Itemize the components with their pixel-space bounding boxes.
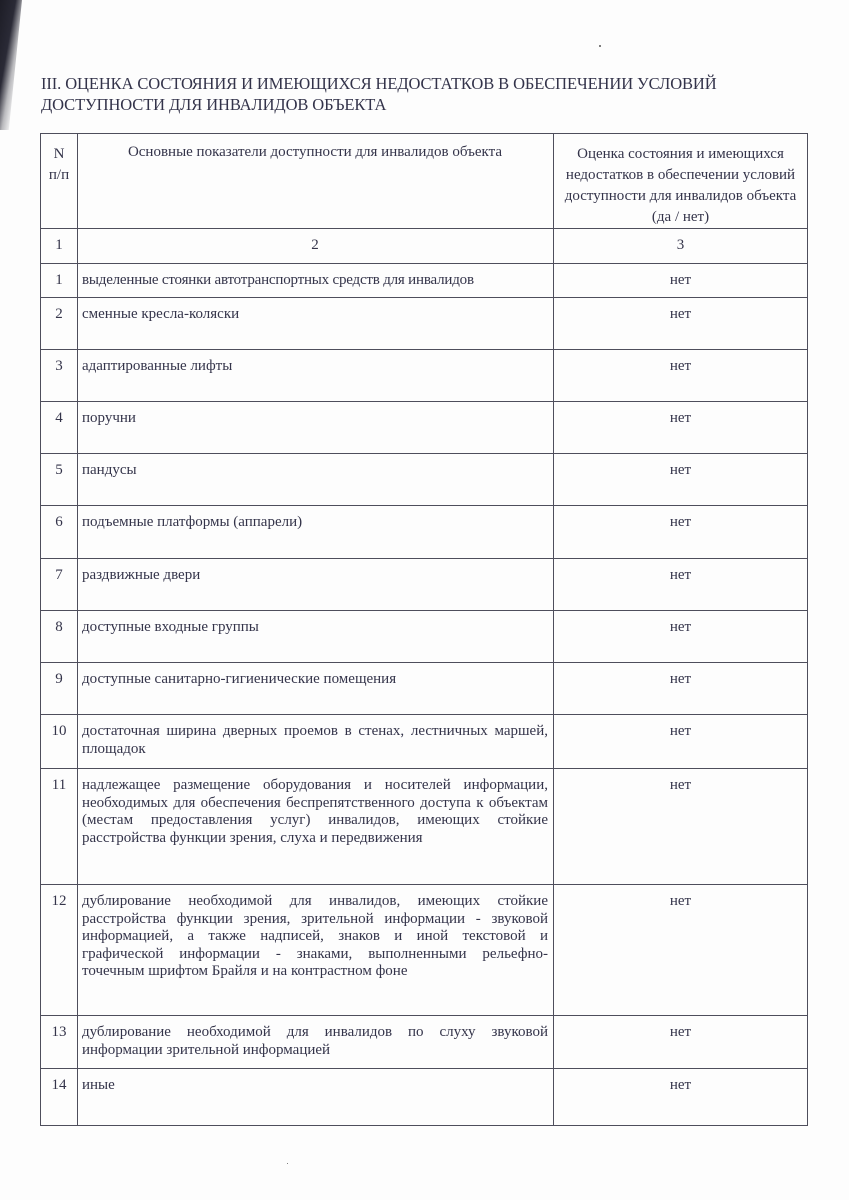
- row-number: 9: [55, 671, 63, 687]
- row-number: 14: [51, 1077, 67, 1093]
- row-indicator: иные: [82, 1077, 115, 1093]
- table-row: [41, 350, 808, 402]
- section-title-line-1: III. ОЦЕНКА СОСТОЯНИЯ И ИМЕЮЩИХСЯ НЕДОСТАТКОВ В ОБЕСПЕЧЕНИИ УСЛОВИЙ: [41, 74, 717, 93]
- row-value: нет: [669, 1024, 692, 1040]
- row-number: 6: [55, 514, 63, 530]
- row-value: нет: [669, 777, 692, 793]
- column-index-3: 3: [676, 237, 685, 253]
- row-indicator: пандусы: [82, 462, 137, 478]
- table-row: [41, 506, 808, 559]
- table-row: [41, 1069, 808, 1126]
- row-number: 12: [51, 893, 67, 909]
- row-number: 8: [55, 619, 63, 635]
- section-title: [41, 73, 821, 115]
- row-value: нет: [669, 306, 692, 322]
- row-indicator: раздвижные двери: [82, 567, 201, 583]
- row-value: нет: [669, 619, 692, 635]
- row-number: 13: [51, 1024, 67, 1040]
- row-indicator: поручни: [82, 410, 136, 426]
- scan-edge-shadow: [0, 0, 22, 130]
- column-index-2: 2: [311, 237, 319, 253]
- accessibility-assessment-table: [40, 133, 808, 1126]
- row-indicator: подъемные платформы (аппарели): [82, 514, 303, 530]
- column-index-row: [41, 229, 808, 264]
- table-row: [41, 1016, 808, 1069]
- table-row: [41, 264, 808, 298]
- table-row: [41, 769, 808, 885]
- table-row: [41, 298, 808, 350]
- row-value: нет: [669, 1077, 692, 1093]
- row-value: нет: [669, 462, 692, 478]
- table-row: [41, 402, 808, 454]
- header-assessment: Оценка состояния и имеющихся недостатков в обеспечении условий доступности для инвалидов объекта (да / нет): [554, 134, 808, 229]
- row-number: 2: [55, 306, 63, 322]
- header-number: N п/п: [41, 134, 78, 229]
- row-value: нет: [669, 514, 692, 530]
- row-indicator: сменные кресла-коляски: [82, 306, 240, 322]
- row-indicator: доступные санитарно-гигиенические помещения: [82, 671, 397, 687]
- table-row: [41, 559, 808, 611]
- table-row: [41, 611, 808, 663]
- row-value: нет: [669, 671, 692, 687]
- row-number: 10: [51, 723, 67, 739]
- row-value: нет: [669, 410, 692, 426]
- row-number: 11: [51, 777, 67, 793]
- table-header-row: [41, 134, 808, 229]
- scan-speck: [599, 45, 601, 47]
- row-value: нет: [669, 358, 692, 374]
- row-value: нет: [669, 723, 692, 739]
- row-value: нет: [669, 893, 692, 909]
- row-value: нет: [669, 272, 692, 288]
- row-indicator: дублирование необходимой для инвалидов, имеющих стойкие расстройства функции зрения, зрительной информации - звуковой информацией, а также надписей, знаков и иной текстовой и графической информации - знаками, выполненными рельефно-точечным шрифтом Брайля и на контрастном фоне: [82, 893, 548, 980]
- column-index-1: 1: [55, 237, 63, 253]
- row-number: 7: [55, 567, 63, 583]
- table-row: [41, 454, 808, 506]
- row-number: 3: [55, 358, 63, 374]
- scan-speck: [287, 1163, 288, 1164]
- row-number: 1: [55, 272, 63, 288]
- table-row: [41, 715, 808, 769]
- row-indicator: доступные входные группы: [82, 619, 259, 635]
- row-indicator: дублирование необходимой для инвалидов по слуху звуковой информации зрительной информацией: [82, 1024, 548, 1058]
- row-indicator: выделенные стоянки автотранспортных средств для инвалидов: [82, 272, 474, 288]
- row-indicator: адаптированные лифты: [82, 358, 233, 374]
- row-number: 5: [55, 462, 63, 478]
- row-indicator: достаточная ширина дверных проемов в стенах, лестничных маршей, площадок: [82, 723, 548, 757]
- row-number: 4: [55, 410, 63, 426]
- table-row: [41, 663, 808, 715]
- row-value: нет: [669, 567, 692, 583]
- table-row: [41, 885, 808, 1016]
- section-title-line-2: ДОСТУПНОСТИ ДЛЯ ИНВАЛИДОВ ОБЪЕКТА: [41, 95, 387, 114]
- row-indicator: надлежащее размещение оборудования и носителей информации, необходимых для обеспечения беспрепятственного доступа к объектам (местам предоставления услуг) инвалидов, имеющих стойкие расстройства функции зрения, слуха и передвижения: [82, 777, 548, 846]
- header-indicator: Основные показатели доступности для инвалидов объекта: [78, 134, 554, 229]
